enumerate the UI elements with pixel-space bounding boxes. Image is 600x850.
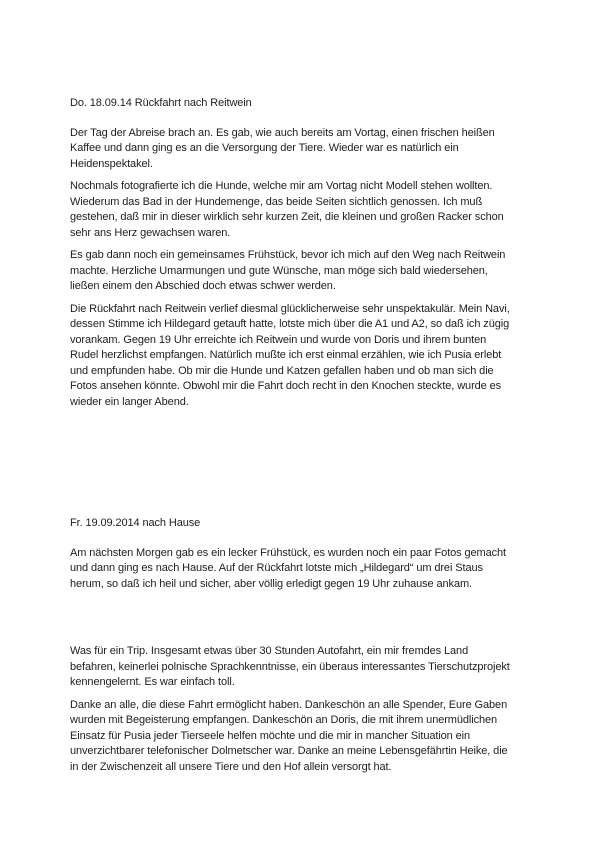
section-heading: Fr. 19.09.2014 nach Hause — [70, 517, 201, 529]
paragraph: Der Tag der Abreise brach an. Es gab, wie auch bereits am Vortag, einen frischen heißen Kaffee und dann ging es an die Versorgung der Tiere. Wieder war es natürlich ein Heidenspektakel. — [70, 126, 495, 170]
paragraph: Nochmals fotografierte ich die Hunde, welche mir am Vortag nicht Modell stehen wollten. Wiederum das Bad in der Hundemenge, das beide Seiten sichtlich genossen. Ich muß gestehen, daß mir in dieser wirklich sehr kurzen Zeit, die kleinen und großen Racker schon sehr ans Herz gewachsen waren. — [70, 180, 504, 239]
paragraph: Was für ein Trip. Insgesamt etwas über 30 Stunden Autofahrt, ein mir fremdes Land befahren, keinerlei polnische Sprachkenntnisse, ein überaus interessantes Tierschutzprojekt kennengelernt. Es war einfach toll. — [70, 645, 510, 688]
paragraph: Danke an alle, die diese Fahrt ermöglicht haben. Dankeschön an alle Spender, Eure Gaben wurden mit Begeisterung empfangen. Dankeschön an Doris, die mit ihrem unermüdlichen Einsatz für Pusia jeder Tierseele helfen möchte und die mir in mancher Situation ein unverzichtbarer telefonischer Dolmetscher war. Danke an meine Lebensgefährtin Heike, die in der Zwischenzeit all unsere Tiere und den Hof allein versorgt hat. — [70, 698, 508, 773]
blank-gap — [70, 417, 600, 516]
paragraph: Es gab dann noch ein gemeinsames Frühstück, bevor ich mich auf den Weg nach Reitwein machte. Herzliche Umarmungen und gute Wünsche, man möge sich bald wiedersehen, ließen einem den Abschied doch etwas schwer werden. — [70, 249, 506, 292]
paragraph: Am nächsten Morgen gab es ein lecker Frühstück, es wurden noch ein paar Fotos gemacht und dann ging es nach Hause. Auf der Rückfahrt lotste mich „Hildegard“ um drei Staus herum, so daß ich heil und sicher, aber völlig erledigt gegen 19 Uhr zuhause ankam. — [70, 546, 507, 590]
section-closing — [70, 644, 600, 775]
paragraph: Die Rückfahrt nach Reitwein verlief diesmal glücklicherweise sehr unspektakulär. Mein Navi, dessen Stimme ich Hildegard getauft hatte, lotste mich über die A1 und A2, so daß ich zügig vorankam. Gegen 19 Uhr erreichte ich Reitwein und wurde von Doris und ihrem bunten Rudel herzlichst empfangen. Natürlich mußte ich erst einmal erzählen, wie ich Pusia erlebt und empfunden habe. Ob mir die Hunde und Katzen gefallen haben und ob man sich die Fotos ansehen könnte. Obwohl mir die Fahrt doch recht in den Knochen steckte, wurde es wieder ein langer Abend. — [70, 302, 510, 408]
section-day-2 — [70, 516, 600, 592]
blank-gap — [70, 599, 600, 644]
document-body — [70, 96, 600, 775]
section-heading: Do. 18.09.14 Rückfahrt nach Reitwein — [70, 97, 252, 109]
section-day-1 — [70, 96, 600, 410]
